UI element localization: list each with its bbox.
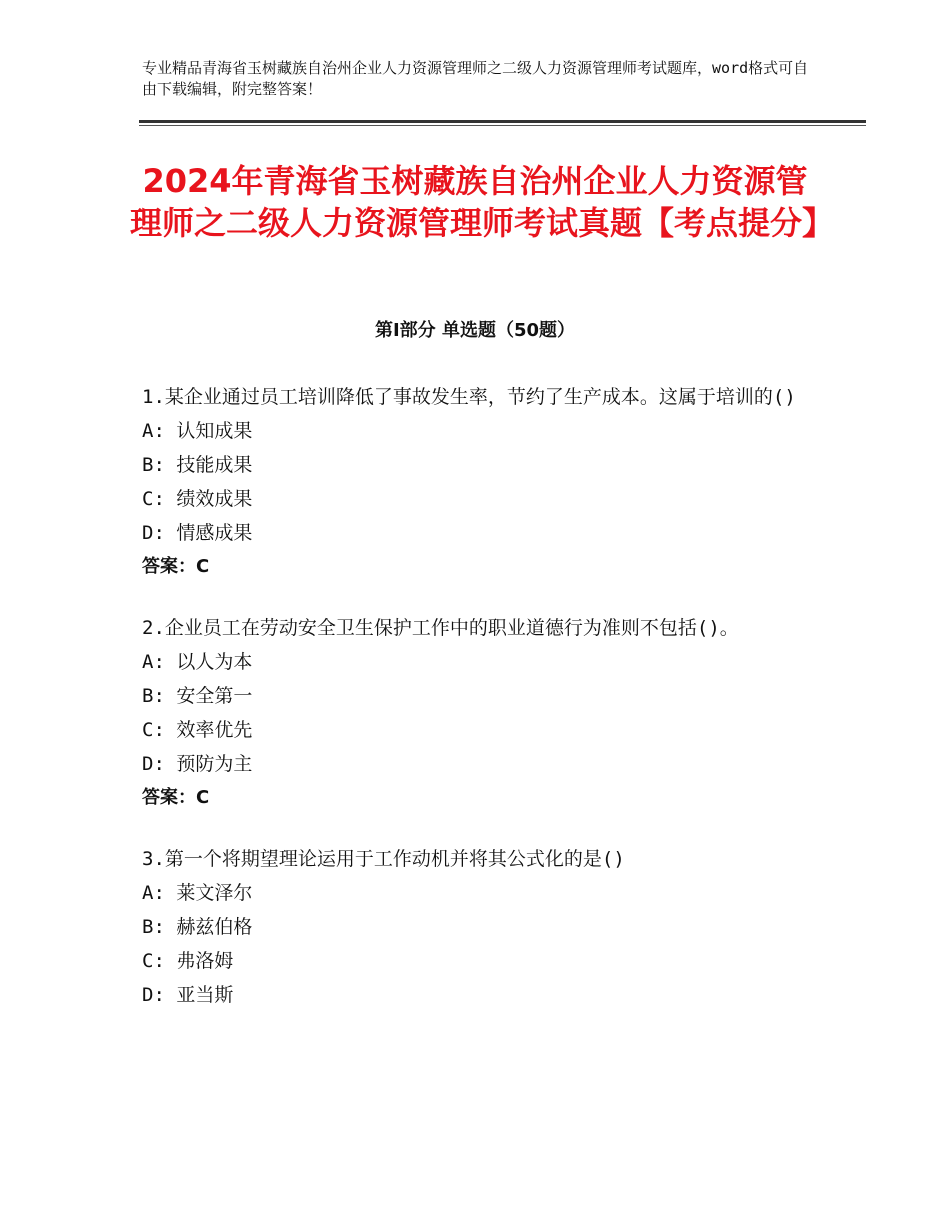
option-b: B: 安全第一 <box>142 685 253 707</box>
header-divider-thin <box>139 125 866 126</box>
option-b: B: 技能成果 <box>142 454 253 476</box>
header-note: 专业精品青海省玉树藏族自治州企业人力资源管理师之二级人力资源管理师考试题库，word格式可自由下载编辑，附完整答案！ <box>142 59 809 98</box>
answer: 答案：C <box>142 556 210 577</box>
option-d: D: 亚当斯 <box>142 984 234 1006</box>
option-c: C: 效率优先 <box>142 719 253 741</box>
option-d: D: 情感成果 <box>142 522 253 544</box>
header-divider <box>139 120 866 123</box>
option-d: D: 预防为主 <box>142 753 253 775</box>
document-title: 2024年青海省玉树藏族自治州企业人力资源管理师之二级人力资源管理师考试真题【考点提分】 <box>130 162 835 242</box>
question-stem: 1.某企业通过员工培训降低了事故发生率，节约了生产成本。这属于培训的() <box>142 386 796 408</box>
question-stem: 2.企业员工在劳动安全卫生保护工作中的职业道德行为准则不包括()。 <box>142 617 739 639</box>
option-a: A: 莱文泽尔 <box>142 882 253 904</box>
option-c: C: 绩效成果 <box>142 488 253 510</box>
option-b: B: 赫兹伯格 <box>142 916 253 938</box>
question-1 <box>142 380 812 584</box>
option-c: C: 弗洛姆 <box>142 950 234 972</box>
question-list <box>142 380 812 1039</box>
question-3 <box>142 842 812 1012</box>
answer: 答案：C <box>142 787 210 808</box>
question-2 <box>142 611 812 815</box>
section-heading: 第Ⅰ部分 单选题（50题） <box>374 320 575 341</box>
option-a: A: 以人为本 <box>142 651 253 673</box>
option-a: A: 认知成果 <box>142 420 253 442</box>
question-stem: 3.第一个将期望理论运用于工作动机并将其公式化的是() <box>142 848 625 870</box>
